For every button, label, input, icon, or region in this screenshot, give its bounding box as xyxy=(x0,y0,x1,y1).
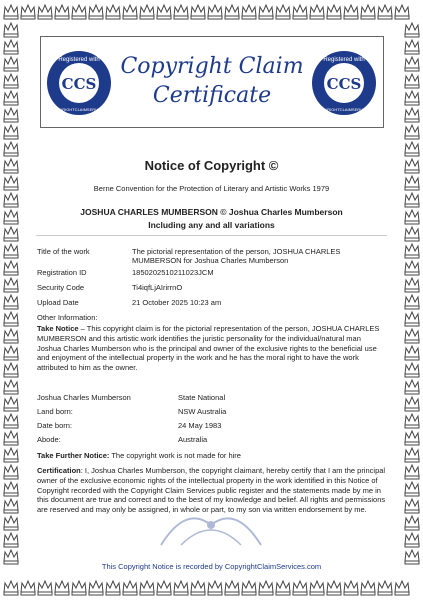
crown-ornament xyxy=(405,193,419,207)
crown-ornament xyxy=(405,329,419,343)
crown-ornament xyxy=(208,5,222,19)
registered-seal-left xyxy=(45,49,113,117)
crown-ornament xyxy=(123,5,137,19)
variations-line: Including any and all variations xyxy=(148,220,275,230)
take-notice-text: – This copyright claim is for the pictorial representation of the person, JOSHUA CHARLES MUMBERSON and this artistic work identifies the juristic personality for the individual/natural man Joshua Charles Mumberson who is the principal and owner of the exclusive rights to the beneficial use and enjoyment of the intellectual property in the work and he has the moral right to have the work attributed to him as the owner. xyxy=(37,324,380,373)
registration-id-label: Registration ID xyxy=(37,268,87,277)
further-notice-label: Take Further Notice: xyxy=(37,451,110,460)
crown-ornament xyxy=(310,5,324,19)
crown-ornament xyxy=(208,581,222,595)
crown-ornament xyxy=(293,5,307,19)
crown-ornament xyxy=(89,5,103,19)
crown-ornament xyxy=(395,5,409,19)
divider xyxy=(36,235,387,236)
crown-ornament xyxy=(276,5,290,19)
crown-ornament xyxy=(4,244,18,258)
crown-ornament xyxy=(4,295,18,309)
crown-ornament xyxy=(361,581,375,595)
upload-date-value: 21 October 2025 10:23 am xyxy=(132,298,222,307)
crown-ornament xyxy=(4,142,18,156)
crown-ornament xyxy=(4,40,18,54)
crown-ornament xyxy=(38,581,52,595)
crown-ornament xyxy=(405,465,419,479)
crown-ornament xyxy=(89,581,103,595)
crown-ornament xyxy=(4,5,18,19)
crown-ornament xyxy=(405,397,419,411)
crown-ornament xyxy=(174,581,188,595)
crown-ornament xyxy=(344,581,358,595)
crown-ornament xyxy=(405,108,419,122)
crown-ornament xyxy=(405,91,419,105)
crown-ornament xyxy=(21,5,35,19)
crown-ornament xyxy=(405,363,419,377)
seal-bottom-text: COPYRIGHTCLAIMSERVICES xyxy=(315,107,373,112)
crown-ornament xyxy=(405,125,419,139)
person-status: State National xyxy=(178,393,226,402)
land-born-label: Land born: xyxy=(37,407,73,416)
registered-seal-right xyxy=(310,49,378,117)
crown-ornament xyxy=(405,261,419,275)
crown-ornament xyxy=(405,40,419,54)
crown-ornament xyxy=(4,23,18,37)
security-code-value: Ti4iqfLjAIrirrnO xyxy=(132,283,183,292)
registration-id-value: 1850202510211023JCM xyxy=(132,268,214,277)
further-notice-paragraph xyxy=(37,451,387,461)
crown-ornament xyxy=(4,261,18,275)
crown-ornament xyxy=(405,295,419,309)
crown-ornament xyxy=(405,516,419,530)
title-label: Title of the work xyxy=(37,247,90,256)
security-code-label: Security Code xyxy=(37,283,85,292)
crown-ornament xyxy=(4,380,18,394)
crown-ornament xyxy=(4,397,18,411)
crown-ornament xyxy=(405,142,419,156)
crown-ornament xyxy=(4,465,18,479)
crown-ornament xyxy=(4,57,18,71)
crown-ornament xyxy=(242,5,256,19)
crown-ornament xyxy=(72,5,86,19)
crown-ornament xyxy=(4,108,18,122)
crown-ornament xyxy=(4,363,18,377)
crown-ornament xyxy=(405,278,419,292)
crown-ornament xyxy=(405,57,419,71)
crown-ornament xyxy=(378,5,392,19)
take-notice-label: Take Notice xyxy=(37,324,79,333)
certificate-title-line1: Copyright Claim xyxy=(120,54,304,79)
crown-ornament xyxy=(259,581,273,595)
crown-ornament xyxy=(405,74,419,88)
crown-ornament xyxy=(259,5,273,19)
crown-ornament xyxy=(4,448,18,462)
seal-top-text: Registered with xyxy=(58,57,100,63)
crown-ornament xyxy=(405,380,419,394)
upload-date-label: Upload Date xyxy=(37,298,79,307)
crown-ornament xyxy=(395,581,409,595)
crown-ornament xyxy=(4,533,18,547)
crown-ornament xyxy=(327,5,341,19)
crown-ornament xyxy=(4,91,18,105)
seal-monogram: CCS xyxy=(326,75,362,93)
certification-label: Certification xyxy=(37,466,81,475)
crown-ornament xyxy=(405,533,419,547)
crown-ornament xyxy=(72,581,86,595)
crown-ornament xyxy=(4,346,18,360)
take-notice-paragraph xyxy=(37,324,387,373)
abode-label: Abode: xyxy=(37,435,61,444)
seal-bottom-text: COPYRIGHTCLAIMSERVICES xyxy=(50,107,108,112)
crown-ornament xyxy=(38,5,52,19)
crown-ornament xyxy=(327,581,341,595)
crown-ornament xyxy=(225,581,239,595)
crown-ornament xyxy=(405,414,419,428)
crown-ornament xyxy=(4,431,18,445)
crown-ornament xyxy=(4,278,18,292)
crown-ornament xyxy=(405,23,419,37)
crown-ornament xyxy=(4,193,18,207)
land-born-value: NSW Australia xyxy=(178,407,227,416)
title-value: The pictorial representation of the person, JOSHUA CHARLES MUMBERSON for Joshua Charles Mumberson xyxy=(132,247,341,265)
crown-ornament xyxy=(4,499,18,513)
abode-value: Australia xyxy=(178,435,208,444)
crown-ornament xyxy=(361,5,375,19)
crown-ornament xyxy=(4,581,18,595)
certificate-title-line2: Certificate xyxy=(152,83,272,108)
crown-ornament xyxy=(225,5,239,19)
crown-ornament xyxy=(405,431,419,445)
crown-ornament xyxy=(4,74,18,88)
crown-ornament xyxy=(4,516,18,530)
crown-ornament xyxy=(4,312,18,326)
crown-ornament xyxy=(140,5,154,19)
further-notice-text: The copyright work is not made for hire xyxy=(109,451,241,460)
crown-ornament xyxy=(4,482,18,496)
notice-title: Notice of Copyright © xyxy=(144,158,279,173)
crown-ornament xyxy=(191,581,205,595)
crown-ornament xyxy=(378,581,392,595)
crown-ornament xyxy=(191,5,205,19)
person-name: Joshua Charles Mumberson xyxy=(37,393,131,402)
crown-ornament xyxy=(344,5,358,19)
crown-ornament xyxy=(157,5,171,19)
crown-ornament xyxy=(106,5,120,19)
crown-ornament xyxy=(55,581,69,595)
owner-line: JOSHUA CHARLES MUMBERSON © Joshua Charles Mumberson xyxy=(80,207,343,217)
crown-ornament xyxy=(242,581,256,595)
crown-ornament xyxy=(405,244,419,258)
crown-ornament xyxy=(405,499,419,513)
date-born-label: Date born: xyxy=(37,421,73,430)
crown-ornament xyxy=(174,5,188,19)
berne-convention-line: Berne Convention for the Protection of Literary and Artistic Works 1979 xyxy=(93,184,330,193)
crown-ornament xyxy=(4,125,18,139)
crown-ornament xyxy=(4,414,18,428)
crown-ornament xyxy=(55,5,69,19)
date-born-value: 24 May 1983 xyxy=(178,421,222,430)
certification-paragraph xyxy=(37,466,387,515)
crown-ornament xyxy=(405,448,419,462)
seal-monogram: CCS xyxy=(61,75,97,93)
seal-top-text: Registered with xyxy=(323,57,365,63)
crown-ornament xyxy=(106,581,120,595)
crown-ornament xyxy=(276,581,290,595)
crown-ornament xyxy=(310,581,324,595)
crown-ornament xyxy=(123,581,137,595)
crown-ornament xyxy=(140,581,154,595)
crown-ornament xyxy=(21,581,35,595)
crown-ornament xyxy=(405,482,419,496)
crown-ornament xyxy=(157,581,171,595)
crown-ornament xyxy=(405,312,419,326)
crown-ornament xyxy=(4,329,18,343)
other-information-label: Other Information: xyxy=(37,313,98,322)
certification-text: : I, Joshua Charles Mumberson, the copyright claimant, hereby certify that I am the principal owner of the exclusive economic rights of the intellectual property in the work identified in this Notice of Copyright recorded with the Copyright Claim Services public register and the statements made by me in this document are true and correct and to the best of my knowledge and belief. All rights and permissions are reserved and may only be assigned, in whole or part, to my son via written endorsement by me. xyxy=(37,466,386,515)
footer-notice: This Copyright Notice is recorded by CopyrightClaimServices.com xyxy=(101,562,322,571)
crown-ornament xyxy=(405,346,419,360)
crown-ornament xyxy=(293,581,307,595)
